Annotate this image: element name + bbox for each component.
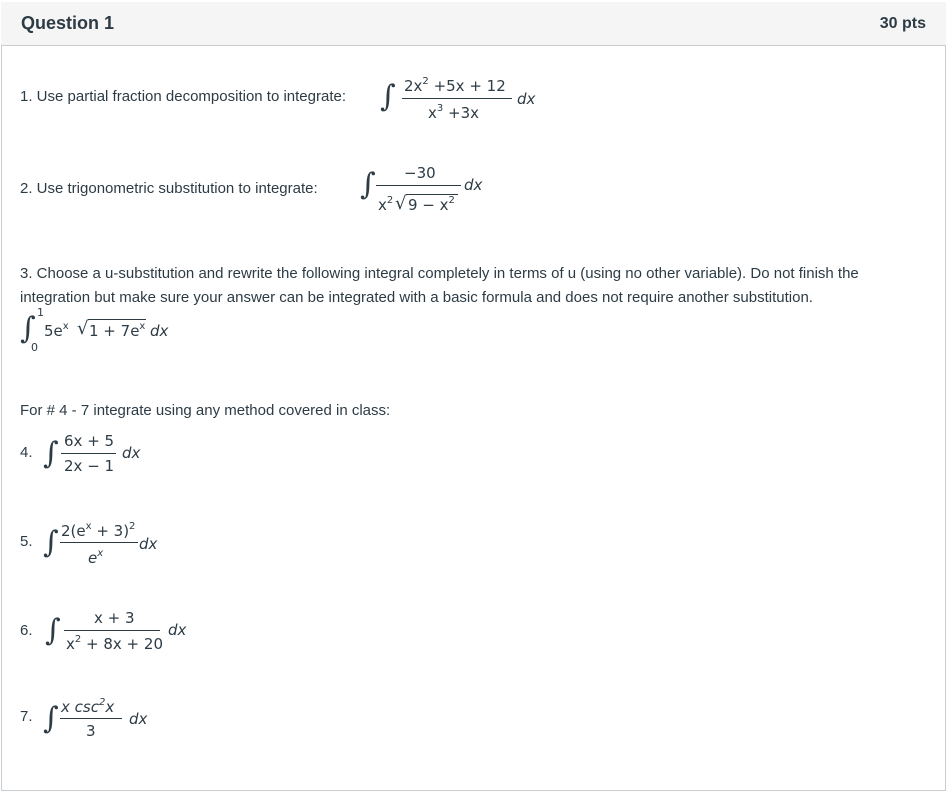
q4-fraction-bar — [61, 453, 116, 454]
q6-fraction-bar — [64, 630, 160, 631]
q4-label: 4. — [20, 444, 33, 461]
q5-label: 5. — [20, 533, 33, 550]
q3-integrand-coefficient: $5e^x$ — [44, 321, 69, 340]
q3-upper-limit: 1 — [37, 306, 44, 319]
q5-fraction-bar — [60, 542, 138, 543]
q7-denominator: 3 — [86, 722, 96, 740]
q5-dx: dx — [139, 535, 158, 553]
q6-numerator: x + 3 — [94, 609, 135, 627]
q3-text: 3. Choose a u-substitution and rewrite the following integral completely in terms of u (using no other variable). Do not finish the integration but make sure your answer can be integrated with a basic formula and does not require another substitution. — [20, 265, 859, 306]
q5-denominator: $e^x$ — [88, 548, 104, 567]
question-title: Question 1 — [21, 13, 115, 33]
q4-integral-sign: ∫ — [43, 436, 59, 471]
q2-denominator-root: $9 - x^2$ — [408, 195, 455, 214]
q7-dx: dx — [129, 710, 148, 728]
q3-sqrt-sign: √ — [77, 318, 89, 339]
q2-sqrt-sign: √ — [395, 193, 407, 214]
q2-dx: dx — [464, 176, 483, 194]
q4-dx: dx — [122, 444, 141, 462]
q1-fraction-bar — [402, 98, 512, 99]
q2-numerator: −30 — [404, 164, 436, 182]
q7-fraction-bar — [60, 718, 122, 719]
q2-label: 2. Use trigonometric substitution to integrate: — [20, 180, 318, 197]
q3-sqrt-bar — [88, 319, 146, 320]
q6-integral-sign: ∫ — [45, 613, 61, 648]
q2-integral-sign: ∫ — [360, 167, 376, 202]
q1-integral-sign: ∫ — [380, 79, 396, 114]
q1-denominator: $x^3 +3x$ — [428, 103, 480, 122]
q5-integral-sign: ∫ — [43, 525, 59, 560]
q3-integral-sign: ∫ — [20, 311, 36, 346]
q7-numerator: x $\csc^2x$ — [61, 697, 115, 716]
question-header — [1, 2, 946, 46]
q3-lower-limit: 0 — [31, 341, 38, 354]
q2-denominator-x: $x^2$ — [378, 195, 394, 214]
q7-label: 7. — [20, 708, 33, 725]
question-points: 30 pts — [879, 15, 926, 32]
q5-numerator: $2(e^x + 3)^2$ — [61, 521, 136, 540]
q6-label: 6. — [20, 622, 33, 639]
q4-denominator: 2x − 1 — [64, 457, 115, 475]
q1-dx: dx — [517, 90, 536, 108]
q3-root-expression: $1 + 7e^x$ — [89, 321, 146, 340]
intro-text: For # 4 - 7 integrate using any method covered in class: — [20, 402, 391, 419]
q1-numerator: $2x^2 +5x + 12$ — [404, 76, 506, 95]
q3-dx: dx — [150, 322, 169, 340]
q1-label: 1. Use partial fraction decomposition to integrate: — [20, 88, 347, 105]
q7-integral-sign: ∫ — [43, 701, 59, 736]
q2-fraction-bar — [376, 185, 461, 186]
q6-denominator: $x^2 + 8x + 20$ — [66, 634, 163, 653]
q6-dx: dx — [168, 621, 187, 639]
q4-numerator: 6x + 5 — [64, 432, 115, 450]
